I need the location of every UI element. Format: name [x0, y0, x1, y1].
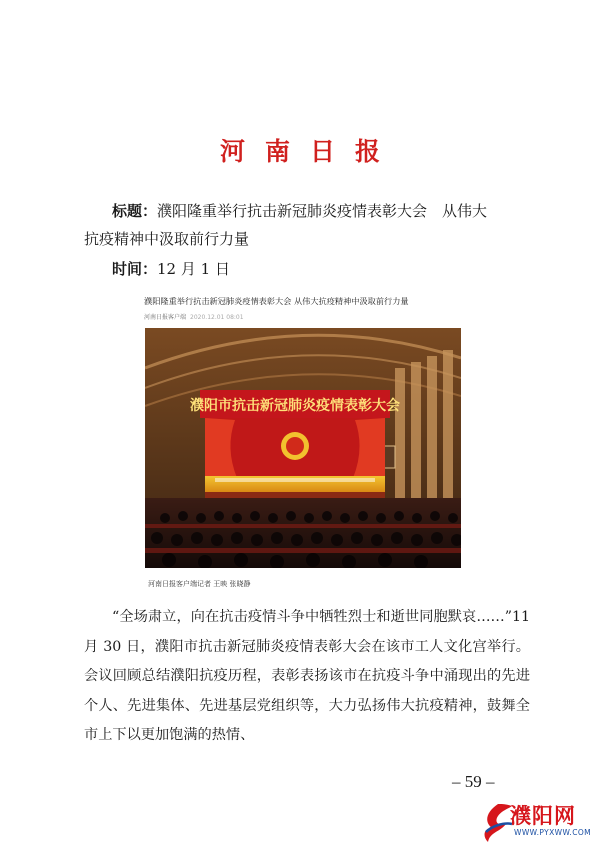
clipping-date: 2020.12.01 08:01: [190, 314, 244, 321]
clipping-headline: 濮阳隆重举行抗击新冠肺炎疫情表彰大会 从伟大抗疫精神中汲取前行力量: [144, 296, 409, 306]
article-body: [84, 603, 530, 751]
title-label: 标题：: [112, 202, 158, 220]
title-text-line2: 抗疫精神中汲取前行力量: [84, 230, 250, 248]
photo-caption: 河南日报客户端记者 王映 张晓静: [148, 580, 251, 588]
time-label: 时间：: [112, 260, 158, 278]
body-paragraph: “全场肃立，向在抗击疫情斗争中牺牲烈士和逝世同胞默哀……”11 月 30 日，濮阳市抗击新冠肺炎疫情表彰大会在该市工人文化宫举行。会议回顾总结濮阳抗疫历程，表彰表扬该市在抗疫斗争中涌现出的先进个人、先进集体、先进基层党组织等，大力弘扬伟大抗疫精神，鼓舞全市上下以更加饱满的热情、: [84, 609, 530, 744]
conference-photo: [145, 328, 461, 568]
title-text-line1: 濮阳隆重举行抗击新冠肺炎疫情表彰大会 从伟大: [157, 202, 488, 220]
time-value: 12 月 1 日: [157, 260, 230, 278]
clipping-source: [144, 312, 244, 321]
article-time: [112, 258, 230, 280]
newspaper-masthead: 河南日报: [219, 137, 400, 166]
watermark-logo-icon: [480, 802, 514, 844]
watermark-url: WWW.PYXWW.COM: [514, 828, 592, 837]
watermark-name: 濮阳网: [510, 804, 576, 828]
photo-illustration: [145, 328, 461, 568]
article-title-block: [84, 197, 530, 253]
photo-banner-text: 濮阳市抗击新冠肺炎疫情表彰大会: [190, 398, 400, 414]
clipping-source-name: 河南日报客户端: [144, 314, 187, 321]
page-number: – 59 –: [452, 772, 495, 791]
site-watermark: [478, 800, 598, 846]
